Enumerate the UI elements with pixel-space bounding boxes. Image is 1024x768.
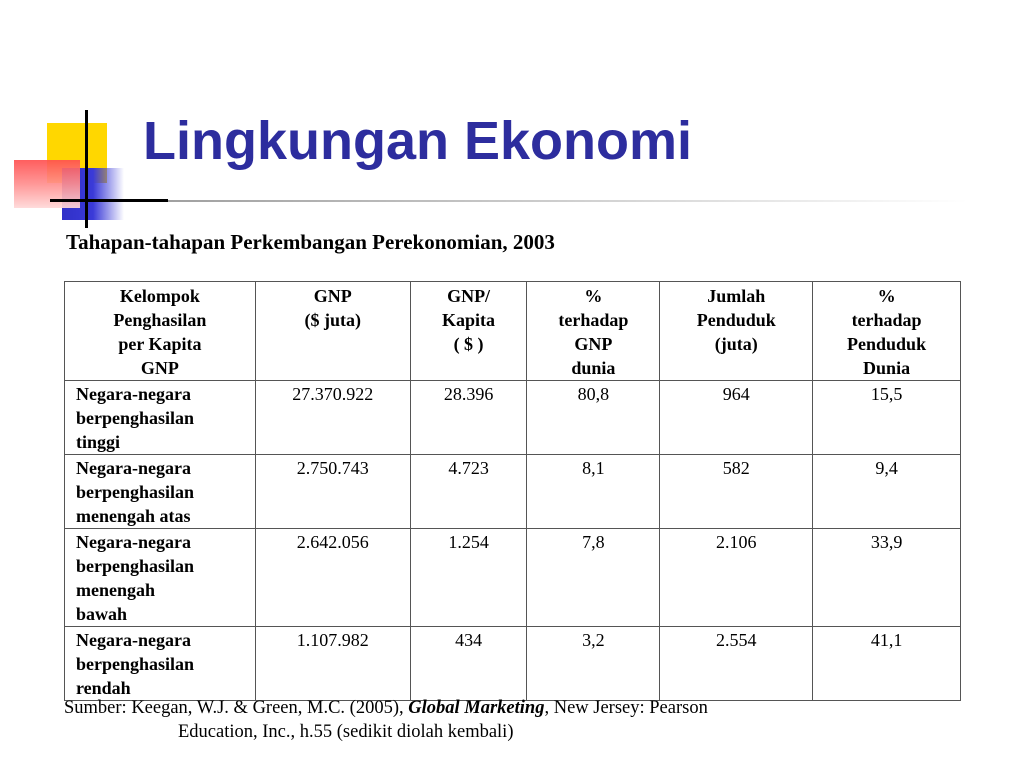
gnp-cell: 2.642.056: [255, 529, 410, 627]
gnp-cell: 2.750.743: [255, 455, 410, 529]
economic-stages-table: [64, 281, 961, 701]
income-group-cell: Negara-negara berpenghasilan rendah: [65, 627, 256, 701]
population-cell: 2.554: [660, 627, 813, 701]
population-cell: 2.106: [660, 529, 813, 627]
header-gnp-per-capita: GNP/ Kapita ( $ ): [410, 282, 527, 381]
source-prefix: Sumber: Keegan, W.J. & Green, M.C. (2005),: [64, 698, 409, 718]
gnp-per-capita-cell: 434: [410, 627, 527, 701]
pct-world-population-cell: 33,9: [813, 529, 961, 627]
gnp-per-capita-cell: 1.254: [410, 529, 527, 627]
title-underline: [168, 200, 968, 202]
source-citation: [64, 696, 989, 744]
header-pct-world-gnp: % terhadap GNP dunia: [527, 282, 660, 381]
pct-world-population-cell: 9,4: [813, 455, 961, 529]
gnp-per-capita-cell: 28.396: [410, 381, 527, 455]
source-line-1: [64, 696, 989, 720]
income-group-cell: Negara-negara berpenghasilan menengah bawah: [65, 529, 256, 627]
header-gnp: GNP ($ juta): [255, 282, 410, 381]
table-row: [65, 529, 961, 627]
table-caption: Tahapan-tahapan Perkembangan Perekonomian, 2003: [66, 230, 555, 254]
header-pct-world-population: % terhadap Penduduk Dunia: [813, 282, 961, 381]
table-row: [65, 455, 961, 529]
pct-world-gnp-cell: 8,1: [527, 455, 660, 529]
pct-world-gnp-cell: 3,2: [527, 627, 660, 701]
income-group-cell: Negara-negara berpenghasilan tinggi: [65, 381, 256, 455]
population-cell: 582: [660, 455, 813, 529]
pct-world-gnp-cell: 7,8: [527, 529, 660, 627]
population-cell: 964: [660, 381, 813, 455]
table-row: [65, 627, 961, 701]
vertical-rule: [85, 110, 88, 228]
pct-world-population-cell: 15,5: [813, 381, 961, 455]
slide-title: Lingkungan Ekonomi: [143, 111, 692, 171]
source-book-title: Global Marketing: [408, 698, 545, 718]
pct-world-population-cell: 41,1: [813, 627, 961, 701]
header-income-group: Kelompok Penghasilan per Kapita GNP: [65, 282, 256, 381]
horizontal-rule: [50, 199, 168, 202]
income-group-cell: Negara-negara berpenghasilan menengah atas: [65, 455, 256, 529]
gnp-per-capita-cell: 4.723: [410, 455, 527, 529]
gnp-cell: 1.107.982: [255, 627, 410, 701]
source-line-2: Education, Inc., h.55 (sedikit diolah kembali): [178, 722, 514, 742]
header-population: Jumlah Penduduk (juta): [660, 282, 813, 381]
source-suffix: , New Jersey: Pearson: [544, 698, 708, 718]
pct-world-gnp-cell: 80,8: [527, 381, 660, 455]
table-row: [65, 381, 961, 455]
table-header-row: [65, 282, 961, 381]
gnp-cell: 27.370.922: [255, 381, 410, 455]
